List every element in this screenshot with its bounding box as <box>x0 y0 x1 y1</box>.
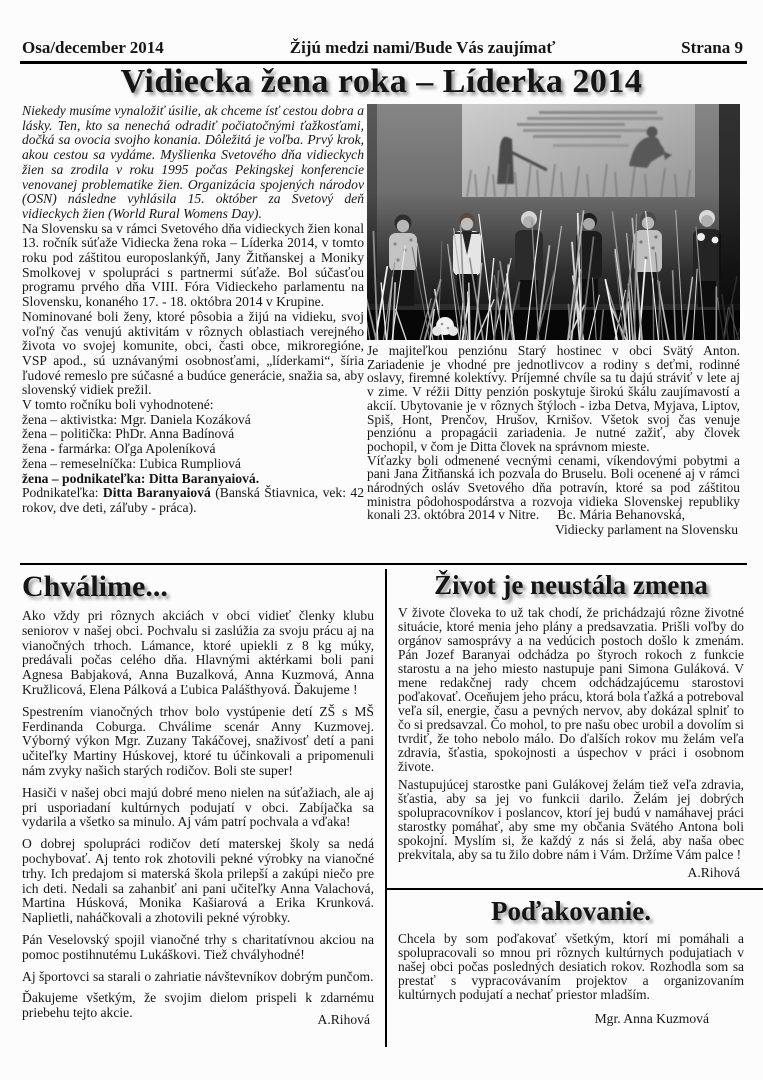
signature-kuzmova: Mgr. Anna Kuzmová <box>594 1010 709 1026</box>
chvalime-paragraph: Spestrením vianočných trhov bolo vystúpenie detí ZŠ s MŠ Ferdinanda Coburga. Chválime scenár Anny Kuzmovej. Výborný výkon Mgr. Zuzany Takáčovej, snaživosť detí a pani učiteľky Martiny Húskovej, ktoré tu účinkovali a pripomenuli nám zvyky našich starých rodičov. Boli ste super! <box>22 703 374 778</box>
article-right-column <box>367 104 740 537</box>
chvalime-paragraph: Pán Veselovský spojil vianočné trhy s charitatívnou akciou na pomoc postihnutému Lukáškovi. Tiež chvályhodné! <box>22 931 374 962</box>
podakovanie-divider <box>385 888 763 890</box>
winner-name: Ditta Baranyaiová <box>102 485 211 501</box>
article-paragraph: Víťazky boli odmenené vecnými cenami, víkendovými pobytmi a pani Jana Žitňanská ich pozvala do Bruselu. Boli ocenené aj v rámci národných osláv Svetového dňa potravín, ktoré sa pod záštitou ministra pôdohospodárstva a rozvoja vidieka Slovenskej republiky konali 23. októbra 2014 v Nitre. <box>367 452 740 523</box>
column-divider-vertical <box>385 569 387 1047</box>
chvalime-paragraph: O dobrej spolupráci rodičov detí materskej školy sa nedá pochybovať. Aj tento rok zhotovili pekné výrobky na vianočné trhy. Ich predajom si materská škola prilepší a zakúpi niečo pre ich deti. Nedali sa zahanbiť ani pani učiteľky Anna Valachová, Martina Húsková, Monika Kašiarová a Erika Krunková. Naplietli, naháčkovali a zhotovili pekné výrobky. <box>22 836 374 926</box>
article-left-column <box>22 104 364 516</box>
article-paragraph: Na Slovensku sa v rámci Svetového dňa vidieckych žien konal 13. ročník súťaže Vidiecka žena roka – Líderka 2014, v tomto roku pod záštitou europoslankýň, Jany Žitňanskej a Moniky Smolkovej v spolupráci s partnermi súťaže. Bol súčasťou programu prvého dňa VIII. Fóra Vidieckeho parlamentu na Slovensku, konaného 17. - 18. októbra 2014 v Krupine. <box>22 220 364 310</box>
chvalime-title: Chválime... <box>22 570 168 603</box>
signature-rihova: A.Rihová <box>317 1012 370 1028</box>
section-zivot-podakovanie <box>398 570 744 1026</box>
header-page-number: Strana 9 <box>681 38 743 57</box>
article-paragraph <box>22 486 364 515</box>
header-issue: Osa/december 2014 <box>22 38 164 57</box>
winner-detail-rest: (Banská Štiavnica, vek: 42 rokov, dve deti, záľuby - práca). <box>22 485 365 515</box>
zivot-paragraph: Nastupujúcej starostke pani Gulákovej želám tiež veľa zdravia, šťastia, aby sa jej vo funkcii darilo. Želám jej dobrých spolupracovníkov i poslancov, ktorí jej budú v namáhavej práci starostky pomáhať, aby sme my občania Svätého Antona boli spokojní. Myslím si, že každý z nás si želá, aby naša obec prekvitala, aby sa tu žilo dobre nám i Vám. Držíme Vám palce ! <box>398 777 744 862</box>
winner-item-highlight: žena – podnikateľka: Ditta Baranyaiová. <box>22 470 260 486</box>
header-rubric: Žijú medzi nami/Bude Vás zaujímať <box>289 38 556 57</box>
article-intro: Niekedy musíme vynaložiť úsilie, ak chceme ísť cestou dobra a lásky. Ten, kto sa nenechá odradiť počiatočnými ťažkosťami, dočká sa ovocia svojho konania. Dôležitá je voľba. Prvý krok, akou cestou sa vydáme. Myšlienka Svetového dňa vidieckych žien sa zrodila v roku 1995 počas Pekingskej konferencie venovanej problematike žien. Organizácia spojených národov (OSN) následne vyhlásila 15. október za Svetový deň vidieckych žien (World Rural Womens Day). <box>22 103 364 221</box>
chvalime-paragraph: Ako vždy pri rôznych akciách v obci vidieť členky klubu seniorov v našej obci. Pochvalu si zaslúžia za svoju prácu aj na vianočných trhoch. Lámance, ktoré upiekli z 8 kg múky, predávali počas celého dňa. Hlavnými aktérkami boli pani Agnesa Babjaková, Anna Buzalková, Anna Kuzmová, Anna Kružlicová, Elena Pálková a Ľubica Palášthyová. Ďakujeme ! <box>22 608 374 697</box>
signature-rihova: A.Rihová <box>687 865 740 880</box>
stage-photo <box>367 104 740 340</box>
article-title: Vidiecka žena roka – Líderka 2014 <box>120 63 643 100</box>
signature-org: Vidiecky parlament na Slovensku <box>554 521 738 537</box>
article-paragraph: Je majiteľkou penziónu Starý hostinec v obci Svätý Anton. Zariadenie je vhodné pre jednotlivcov a rodiny s deťmi, rodinné oslavy, firemné kolektívy. Príjemné chvíle sa tu dajú stráviť v lete aj v zime. V réžii Ditty penzión poskytuje širokú škálu zaujímavostí a akcií. Ubytovanie je v rôznych štýloch - izba Detva, Myjava, Liptov, Spiš, Hont, Prenčov, Hrušov, Krnišov. Všetok svoj čas venuje penziónu a propagácii zariadenia. Je nutné zažiť, aby človek pochopil, v čom je Ditta človek na správnom mieste. <box>367 343 740 454</box>
winners-label: V tomto ročníku boli vyhodnotené: <box>22 397 214 413</box>
winner-item: žena – politička: PhDr. Anna Badínová <box>22 426 235 442</box>
winner-item: žena – aktivistka: Mgr. Daniela Kozáková <box>22 411 251 427</box>
chvalime-paragraph: Hasiči v našej obci majú dobré meno nielen na súťažiach, ale aj pri usporiadaní kultúrnych podujatí v obci. Zabíjačka sa vydarila a všetko sa minulo. Aj vám patrí pochvala a vďaka! <box>22 784 374 830</box>
zivot-title: Život je neustála zmena <box>434 570 708 600</box>
winner-item: žena - farmárka: Oľga Apoleníková <box>22 441 216 457</box>
chvalime-paragraph: Aj športovci sa starali o zahriatie návštevníkov dobrým punčom. <box>22 968 374 984</box>
winner-detail-prefix: Podnikateľka: <box>22 485 103 501</box>
article-paragraph: Nominované boli ženy, ktoré pôsobia a žijú na vidieku, svoj voľný čas venujú aktivitám v rôznych oblastiach verejného života vo svojej komunite, obci, časti obce, mikroregióne, VSP apod., sú uznávanými osobnosťami, „líderkami“, šíria ľudové remeslo pre súčasné a budúce generácie, snažia sa, aby slovenský vidiek prežil. <box>22 308 364 398</box>
signature-behanovska: Bc. Mária Behanovská, <box>557 507 685 523</box>
podakovanie-title: Poďakovanie. <box>490 895 652 926</box>
chvalime-paragraph: Ďakujeme všetkým, že svojim dielom prispeli k zdarnému priebehu tejto akcie. <box>22 990 374 1021</box>
page-header <box>22 38 743 58</box>
winner-item: žena – remeselníčka: Ľubica Rumpliová <box>22 455 241 471</box>
section-divider-horizontal <box>20 563 747 565</box>
section-chvalime <box>22 570 374 1028</box>
podakovanie-paragraph: Chcela by som poďakovať všetkým, ktorí mi pomáhali a spolupracovali so mnou pri rôznych kultúrnych podujatiach v našej obci počas posledných desiatich rokov. Rozhodla som sa prestať s vypracovávaním projektov a organizovaním kultúrnych podujatí a nechať priestor mladším. <box>398 930 744 1002</box>
zivot-paragraph: V živote človeka to už tak chodí, že prichádzajú rôzne životné situácie, ktoré menia jeho plány a predsavzatia. Prišli voľby do orgánov samosprávy a na vedúcich postoch došlo k zmenám. Pán Jozef Baranyai odchádza po štyroch rokoch z funkcie starostu a na jeho miesto nastupuje pani Simona Guláková. V mene redakčnej rady chcem odchádzajúcemu starostovi poďakovať. Oceňujem jeho prácu, ktorá bola ťažká a potreboval veľa síl, energie, času a pevných nervov, aby dokázal splniť to čo si predsavzal. Čo mohol, to pre našu obec urobil a dovolím si tvrdiť, že toho nebolo málo. Do ďalších rokov mu želám veľa zdravia, šťastia, spokojnosti a úspechov v práci i osobnom živote. <box>398 605 744 774</box>
